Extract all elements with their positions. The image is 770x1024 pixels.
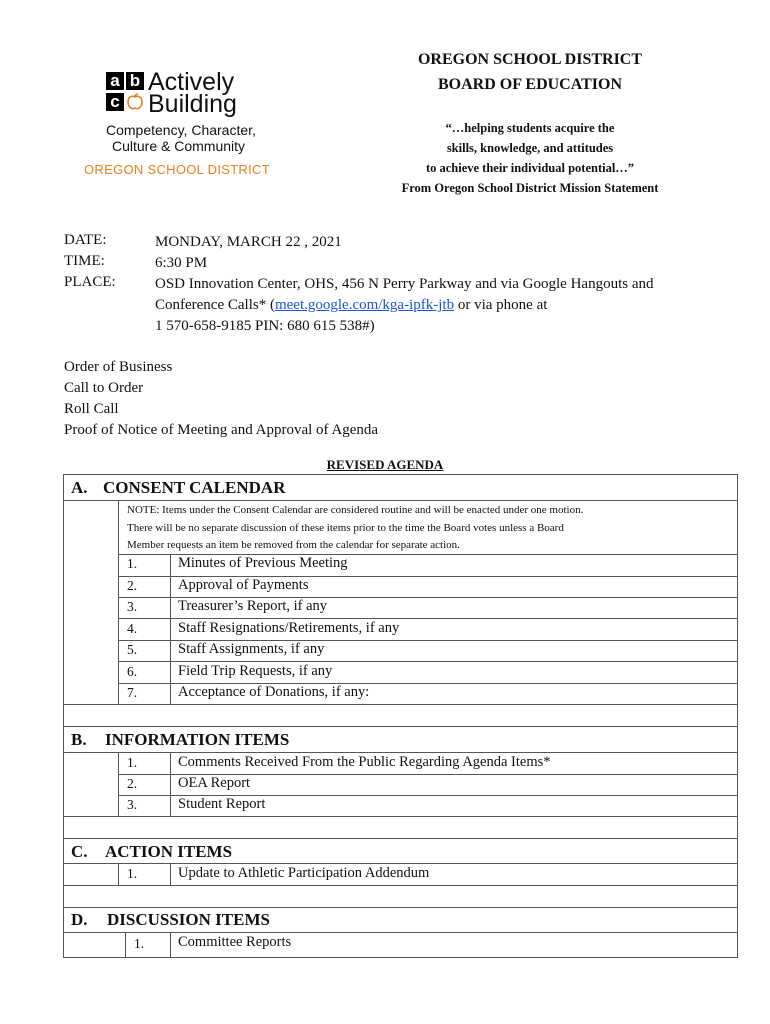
- hangouts-link[interactable]: meet.google.com/kga-ipfk-jtb: [274, 297, 455, 313]
- mission-quote-line-3: to achieve their individual potential…”: [425, 161, 635, 175]
- date-label: DATE:: [64, 232, 107, 248]
- mission-source: From Oregon School District Mission Statement: [401, 181, 659, 195]
- order-of-business: Order of Business: [64, 359, 173, 375]
- section-c-letter: C.: [71, 842, 88, 861]
- header-title-board: BOARD OF EDUCATION: [437, 76, 622, 93]
- rule: [63, 816, 738, 817]
- agenda-item: OEA Report: [178, 775, 251, 791]
- logo-word-actively: Actively: [148, 68, 235, 96]
- place-line-2: [155, 295, 715, 316]
- logo-tagline-2: Culture & Community: [112, 138, 246, 154]
- logo-word-building: Building: [148, 90, 237, 118]
- rule: [63, 838, 738, 839]
- call-to-order: Call to Order: [64, 380, 144, 396]
- section-d-title: DISCUSSION ITEMS: [107, 910, 270, 929]
- agenda-item: Comments Received From the Public Regarding Agenda Items*: [178, 754, 551, 770]
- rule: [63, 704, 738, 705]
- item-number: 6.: [127, 664, 138, 679]
- item-number: 2.: [127, 578, 138, 593]
- column-divider: [170, 863, 171, 885]
- item-number: 2.: [127, 776, 138, 791]
- agenda-item: Staff Assignments, if any: [178, 641, 325, 657]
- roll-call: Roll Call: [64, 401, 119, 417]
- logo-tagline-1: Competency, Character,: [106, 122, 256, 138]
- logo-district-name: OREGON SCHOOL DISTRICT: [84, 162, 270, 177]
- item-number: 5.: [127, 642, 138, 657]
- item-number: 3.: [127, 797, 138, 812]
- rule: [63, 907, 738, 908]
- rule: [118, 661, 738, 662]
- mission-quote-line-2: skills, knowledge, and attitudes: [446, 141, 614, 155]
- section-b-title: INFORMATION ITEMS: [105, 730, 290, 749]
- column-divider: [170, 554, 171, 704]
- rule: [63, 726, 738, 727]
- time-value: 6:30 PM: [155, 255, 208, 271]
- section-a-title: CONSENT CALENDAR: [103, 478, 286, 497]
- rule: [63, 932, 738, 933]
- consent-note-line-1: NOTE: Items under the Consent Calendar are considered routine and will be enacted under one motion.: [127, 504, 584, 516]
- rule: [63, 474, 738, 475]
- agenda-item: Committee Reports: [178, 934, 292, 950]
- agenda-item: Minutes of Previous Meeting: [178, 555, 348, 571]
- rule: [63, 752, 738, 753]
- place-line-3: 1 570-658-9185 PIN: 680 615 538#): [155, 318, 375, 334]
- logo-letter-blocks: [106, 72, 144, 116]
- agenda-item: Field Trip Requests, if any: [178, 663, 333, 679]
- item-number: 1.: [127, 755, 138, 770]
- column-divider: [118, 500, 119, 704]
- agenda-item: Update to Athletic Participation Addendum: [178, 865, 430, 881]
- rule: [63, 957, 738, 958]
- section-d-letter: D.: [71, 910, 88, 929]
- header-title-district: OREGON SCHOOL DISTRICT: [417, 51, 643, 68]
- item-number: 1.: [127, 866, 138, 881]
- district-logo: [84, 70, 294, 180]
- time-label: TIME:: [64, 253, 105, 269]
- agenda-item: Approval of Payments: [178, 577, 309, 593]
- place-line-1: OSD Innovation Center, OHS, 456 N Perry Parkway and via Google Hangouts and: [155, 276, 654, 292]
- revised-agenda-heading: REVISED AGENDA: [326, 457, 444, 472]
- logo-box-a: a: [106, 72, 124, 90]
- consent-note-line-2: There will be no separate discussion of these items prior to the time the Board votes unless a Board: [127, 522, 564, 534]
- section-a-letter: A.: [71, 478, 88, 497]
- section-b-letter: B.: [71, 730, 87, 749]
- column-divider: [118, 863, 119, 885]
- column-divider: [118, 752, 119, 816]
- date-value: MONDAY, MARCH 22 , 2021: [155, 234, 342, 250]
- agenda-item: Acceptance of Donations, if any:: [178, 684, 370, 700]
- agenda-item: Student Report: [178, 796, 266, 812]
- logo-box-b: b: [126, 72, 144, 90]
- rule: [118, 618, 738, 619]
- agenda-item: Treasurer’s Report, if any: [178, 598, 328, 614]
- place-line-2-suffix: or via phone at: [454, 297, 548, 313]
- section-c-title: ACTION ITEMS: [105, 842, 233, 861]
- item-number: 4.: [127, 621, 138, 636]
- item-number: 1.: [127, 556, 138, 571]
- place-label: PLACE:: [64, 274, 116, 290]
- mission-quote-line-1: “…helping students acquire the: [445, 121, 615, 135]
- place-line-2-prefix: Conference Calls* (: [155, 297, 275, 313]
- rule: [63, 863, 738, 864]
- item-number: 3.: [127, 599, 138, 614]
- item-number: 1.: [134, 936, 145, 951]
- column-divider: [170, 752, 171, 816]
- item-number: 7.: [127, 685, 138, 700]
- proof-of-notice: Proof of Notice of Meeting and Approval of Agenda: [64, 422, 379, 438]
- apple-icon: [126, 93, 144, 116]
- column-divider: [125, 932, 126, 957]
- consent-note-line-3: Member requests an item be removed from the calendar for separate action.: [127, 539, 460, 551]
- agenda-item: Staff Resignations/Retirements, if any: [178, 620, 400, 636]
- logo-box-c: c: [106, 93, 124, 111]
- rule: [63, 885, 738, 886]
